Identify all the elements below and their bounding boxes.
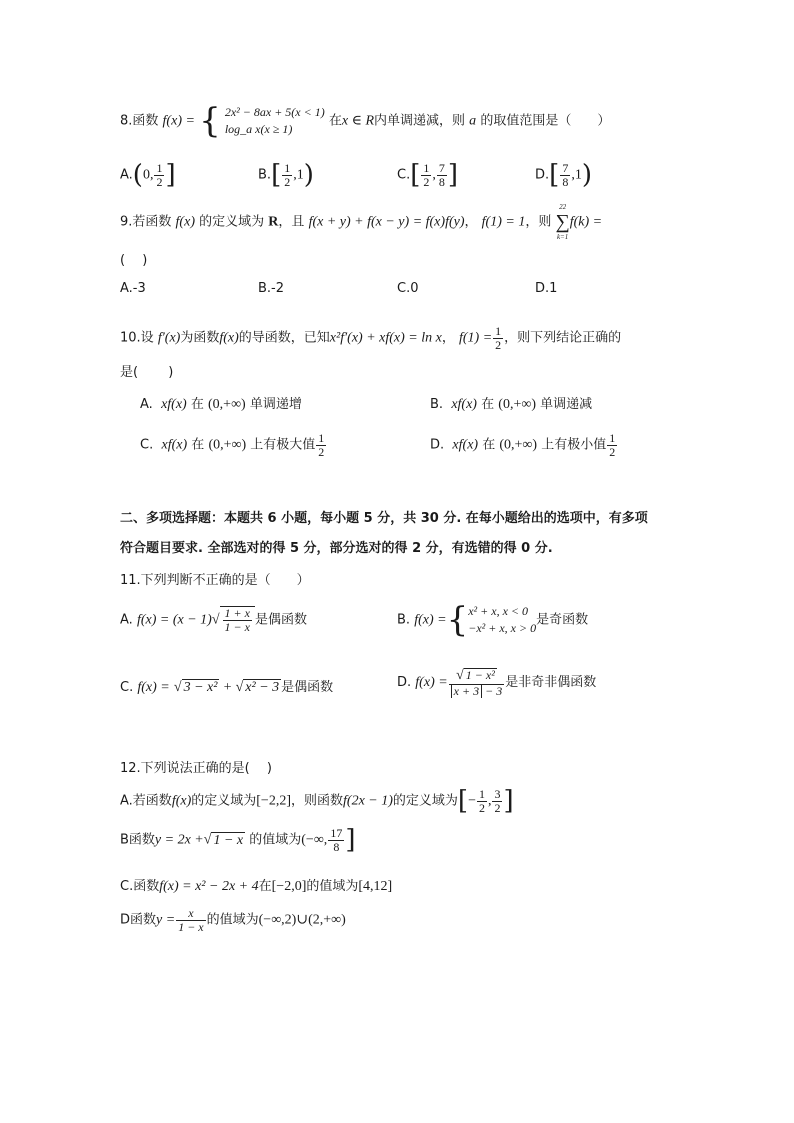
numerator: 17 bbox=[330, 825, 343, 840]
sum-lower: k=1 bbox=[556, 233, 569, 241]
option-label: B. bbox=[397, 612, 411, 628]
option-label: D. bbox=[397, 675, 412, 691]
q10-f1: f(1) = bbox=[459, 330, 493, 346]
cases bbox=[468, 603, 536, 637]
case1: x² + x, x < 0 bbox=[468, 604, 528, 618]
bracket: ) bbox=[581, 160, 592, 190]
denominator: 2 bbox=[609, 444, 616, 459]
option-text: 的值域为 bbox=[306, 879, 359, 894]
q8-var: a bbox=[469, 113, 477, 129]
numerator: 7 bbox=[562, 160, 569, 175]
q10-eq: x²f′(x) + xf(x) = ln x bbox=[329, 330, 442, 346]
q10-prefix: 10.设 bbox=[120, 330, 154, 346]
q12-option-a: A.若函数f(x)的定义域为[−2,2]，则函数f(2x − 1)的定义域为[− $\frac{1}{2}$ , $\frac{3}{2}$ ] bbox=[120, 786, 514, 816]
denominator: 8 bbox=[438, 174, 445, 189]
bracket: ) bbox=[303, 160, 314, 190]
q9-mid2: ，且 bbox=[278, 214, 305, 230]
q10-suffix: ，则下列结论正确的 bbox=[504, 330, 622, 346]
option-text: 的值域为 bbox=[206, 912, 259, 928]
q8-stem bbox=[120, 101, 611, 141]
section2-line1: 二、多项选择题：本题共 6 小题，每小题 5 分，共 30 分. 在每小题给出的选项中，有多项 bbox=[120, 511, 648, 526]
bracket: [ bbox=[410, 160, 421, 190]
q10-fx: f(x) bbox=[219, 330, 239, 346]
fraction bbox=[493, 325, 503, 351]
option-tail: 是偶函数 bbox=[254, 612, 307, 628]
q8-cases bbox=[225, 104, 325, 138]
section2-line2: 符合题目要求. 全部选对的得 5 分，部分选对的得 2 分，有选错的得 0 分. bbox=[120, 541, 553, 556]
q11-option-d bbox=[397, 668, 596, 697]
q10-mid2: 的导函数，已知 bbox=[238, 330, 330, 346]
option-tail: 是非奇非偶函数 bbox=[505, 675, 597, 691]
option-interval: (0,+∞) bbox=[499, 437, 538, 453]
option-expr: f(x) = bbox=[137, 680, 170, 695]
sqrt: 1 − x² bbox=[465, 668, 495, 682]
q9-option-b: B.-2 bbox=[258, 281, 285, 296]
denominator: 8 bbox=[562, 174, 569, 189]
q8-cond: x ∈ R bbox=[341, 113, 375, 129]
denominator: 2 bbox=[495, 337, 502, 352]
q9-mid1: 的定义域为 bbox=[199, 214, 265, 230]
option-expr: y = bbox=[156, 912, 176, 928]
brace: { bbox=[446, 600, 469, 640]
bracket: [ bbox=[549, 160, 560, 190]
sqrt: 3 − x² bbox=[183, 680, 218, 695]
denominator: 2 bbox=[423, 174, 430, 189]
numerator: 1 + x bbox=[224, 606, 250, 620]
fraction bbox=[421, 162, 431, 188]
option-label: A. bbox=[120, 612, 133, 628]
bracket: [ bbox=[271, 160, 282, 190]
q10-stem bbox=[120, 325, 621, 351]
sqrt bbox=[220, 606, 255, 633]
option-interval: (0,+∞) bbox=[208, 397, 246, 412]
q11-option-c: C. f(x) = √ 3 − x² + √ x² − 3 是偶函数 bbox=[120, 680, 334, 695]
numerator: 1 bbox=[284, 160, 291, 175]
q9-option-d: D.1 bbox=[535, 281, 558, 296]
option-label: A. bbox=[140, 397, 153, 412]
numerator: 1 bbox=[609, 431, 616, 445]
q8-brace: { bbox=[199, 101, 221, 141]
q8-option-c: C.[ $\frac{1}{2}$ , $\frac{7}{8}$ ] bbox=[397, 160, 459, 190]
q9-paren: ( ) bbox=[120, 253, 148, 268]
option-text: C.函数 bbox=[120, 879, 160, 894]
fraction bbox=[154, 162, 164, 188]
option-text: D函数 bbox=[120, 912, 157, 928]
q9-r: R bbox=[268, 214, 279, 230]
option-interval: (−∞, bbox=[301, 832, 328, 848]
case2: −x² + x, x > 0 bbox=[468, 621, 537, 635]
q8-option-d bbox=[535, 160, 592, 190]
fraction bbox=[328, 827, 344, 853]
numerator: 1 bbox=[423, 160, 430, 175]
option-expr: xf(x) bbox=[161, 397, 187, 412]
bracket: ( bbox=[132, 160, 143, 190]
fraction bbox=[316, 432, 326, 458]
option-value: ,1 bbox=[293, 167, 304, 183]
option-label: C. bbox=[397, 167, 411, 183]
denominator: 2 bbox=[318, 444, 325, 459]
option-label: B. bbox=[258, 167, 272, 183]
q8-option-b bbox=[258, 160, 314, 190]
denominator bbox=[449, 684, 505, 698]
option-text: 的定义域为 bbox=[191, 793, 257, 809]
fraction bbox=[607, 432, 617, 458]
option-text: 在 bbox=[191, 437, 205, 453]
q10-fp: f′(x) bbox=[157, 330, 181, 346]
sum-symbol: 22 ∑ k=1 bbox=[555, 203, 570, 241]
q9-option-a: A.-3 bbox=[120, 281, 146, 296]
denominator: 2 bbox=[284, 174, 291, 189]
denominator: 2 bbox=[156, 174, 163, 189]
sum-upper: 22 bbox=[559, 203, 567, 211]
q12-stem: 12.下列说法正确的是( ) bbox=[120, 761, 272, 776]
option-text: 单调递增 bbox=[249, 397, 302, 412]
option-text: 的定义域为 bbox=[392, 793, 458, 809]
option-label: D. bbox=[430, 437, 445, 453]
q9-mid3: ，则 bbox=[525, 214, 552, 230]
numerator: 3 bbox=[494, 786, 501, 801]
option-text: ，则函数 bbox=[291, 793, 344, 809]
option-text: 在 bbox=[482, 437, 496, 453]
q9-f1: f(1) = 1 bbox=[481, 214, 526, 230]
option-expr: xf(x) bbox=[161, 437, 188, 453]
q10-mid1: 为函数 bbox=[180, 330, 220, 346]
numerator: 1 bbox=[156, 160, 163, 175]
q10-option-b bbox=[430, 393, 592, 413]
fraction bbox=[282, 162, 292, 188]
numerator: 1 bbox=[478, 786, 485, 801]
numerator: x bbox=[188, 906, 194, 920]
denominator: 2 bbox=[494, 800, 501, 815]
option-text: A.若函数 bbox=[120, 793, 172, 809]
option-label: B. bbox=[430, 397, 444, 412]
option-label: A. bbox=[120, 167, 133, 183]
option-interval: (0,+∞) bbox=[498, 397, 536, 412]
denominator: 1 − x bbox=[178, 919, 204, 934]
fraction bbox=[176, 907, 205, 933]
option-label: D. bbox=[535, 167, 550, 183]
q9-prefix: 9.若函数 bbox=[120, 214, 172, 230]
option-expr: f(x) = (x − 1) bbox=[136, 612, 212, 628]
sqrt: x² − 3 bbox=[245, 680, 280, 695]
option-tail: 是奇函数 bbox=[536, 612, 589, 628]
option-text: 在 bbox=[481, 397, 495, 412]
option-label: C. bbox=[120, 680, 134, 695]
fraction bbox=[477, 788, 487, 814]
denominator: 2 bbox=[478, 800, 485, 815]
bracket: ] bbox=[447, 160, 459, 190]
option-tail: 是偶函数 bbox=[281, 680, 334, 695]
q10-option-c bbox=[140, 432, 327, 458]
option-expr: f(x) = x² − 2x + 4 bbox=[159, 879, 259, 894]
q10-sep: ， bbox=[441, 330, 455, 346]
option-expr: f(x) bbox=[171, 793, 192, 809]
numerator: 1 bbox=[318, 431, 325, 445]
fraction bbox=[223, 607, 252, 633]
option-text: 单调递减 bbox=[540, 397, 593, 412]
q9-option-c: C.0 bbox=[397, 281, 419, 296]
fraction bbox=[449, 668, 505, 697]
option-interval: [−2,0] bbox=[271, 879, 307, 894]
q8-case2: log_a x(x ≥ 1) bbox=[224, 122, 293, 136]
option-text: 上有极大值 bbox=[250, 437, 316, 453]
option-interval: [−2,2] bbox=[256, 793, 291, 809]
q12-option-c bbox=[120, 875, 392, 895]
q8-mid2: 内单调递减，则 bbox=[374, 113, 466, 129]
option-value: 0, bbox=[142, 167, 154, 183]
q10-line2: 是( ) bbox=[120, 365, 174, 380]
q10-option-a bbox=[140, 393, 302, 413]
den-rest: − 3 bbox=[485, 683, 503, 698]
q11-option-a: A. f(x) = (x − 1)√ $\frac{1 + x}{1 - x}$ 是偶函数 bbox=[120, 606, 307, 634]
q9-sep: ， bbox=[464, 214, 478, 230]
q8-prefix: 8.函数 bbox=[120, 113, 159, 129]
q9-stem bbox=[120, 202, 602, 242]
q12-option-b: B函数y = 2x +√ 1 − x 的值域为(−∞, $\frac{17}{8}$ ] bbox=[120, 825, 356, 855]
option-expr: y = 2x + bbox=[154, 832, 204, 848]
option-text: B函数 bbox=[120, 832, 155, 848]
option-range: (−∞,2)∪(2,+∞) bbox=[258, 912, 346, 928]
option-range: [4,12] bbox=[358, 879, 393, 894]
denominator: 8 bbox=[328, 840, 344, 854]
option-expr: f(2x − 1) bbox=[343, 793, 393, 809]
q8-func: f(x) = bbox=[162, 113, 195, 129]
option-label: C. bbox=[140, 437, 154, 453]
q11-option-b bbox=[397, 600, 589, 640]
abs-value: x + 3 bbox=[451, 684, 482, 698]
bracket: ] bbox=[165, 160, 176, 190]
numerator: √ 1 − x² bbox=[456, 668, 495, 683]
option-value: ,1 bbox=[571, 167, 582, 183]
q9-eq: f(x + y) + f(x − y) = f(x)f(y) bbox=[308, 214, 465, 230]
option-text: 的值域为 bbox=[249, 832, 302, 848]
plus: + bbox=[223, 680, 232, 695]
option-expr: xf(x) bbox=[452, 437, 479, 453]
option-expr: f(x) = bbox=[415, 675, 448, 691]
option-expr: xf(x) bbox=[451, 397, 477, 412]
option-expr: f(x) = bbox=[414, 612, 447, 628]
q10-option-d bbox=[430, 432, 618, 458]
denominator: 1 − x bbox=[224, 619, 250, 634]
numerator: 1 bbox=[495, 324, 502, 338]
fraction bbox=[437, 162, 447, 188]
option-text: 在 bbox=[190, 397, 204, 412]
q8-case1: 2x² − 8ax + 5(x < 1) bbox=[224, 105, 325, 119]
sqrt: 1 − x bbox=[213, 832, 244, 848]
numerator: 7 bbox=[438, 160, 445, 175]
q9-fx: f(x) bbox=[175, 214, 195, 230]
q8-suffix: 的取值范围是（ ） bbox=[480, 113, 611, 129]
q11-stem: 11.下列判断不正确的是（ ） bbox=[120, 573, 310, 588]
q8-option-a bbox=[120, 160, 176, 190]
option-text: 上有极小值 bbox=[541, 437, 607, 453]
q12-option-d bbox=[120, 907, 346, 933]
option-text: 在 bbox=[258, 879, 272, 894]
q9-sum-term: f(k) = bbox=[569, 214, 603, 230]
q8-mid1: 在 bbox=[328, 113, 342, 129]
option-interval: (0,+∞) bbox=[208, 437, 247, 453]
fraction bbox=[560, 162, 570, 188]
fraction bbox=[492, 788, 502, 814]
